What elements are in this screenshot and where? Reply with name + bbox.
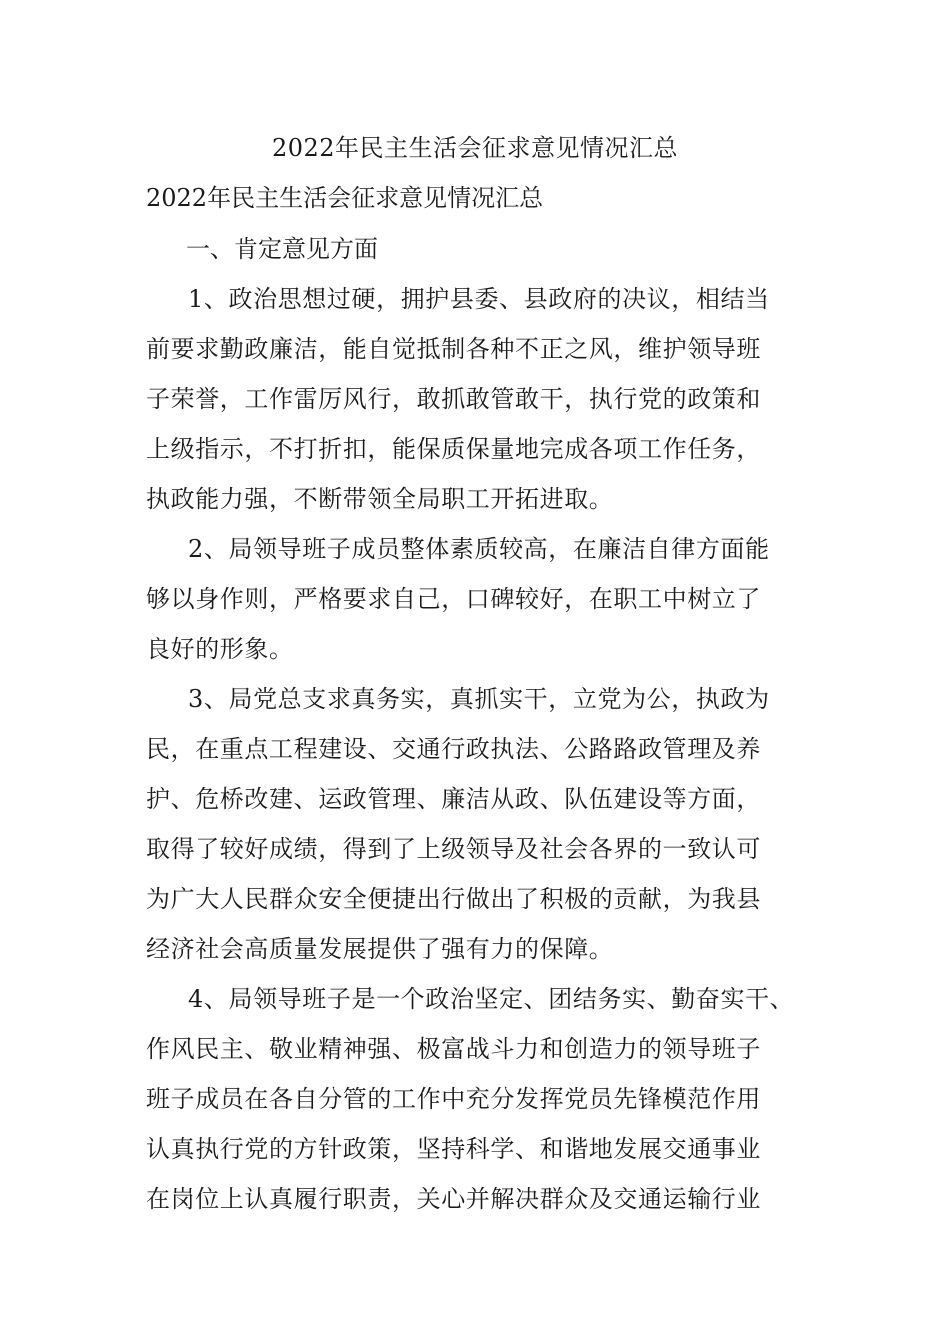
paragraph-line: 作风民主、敬业精神强、极富战斗力和创造力的领导班子 — [146, 1035, 761, 1063]
paragraph-line: 护、危桥改建、运政管理、廉洁从政、队伍建设等方面， — [146, 785, 761, 813]
paragraph-1 — [146, 274, 816, 524]
paragraph-line: 为广大人民群众安全便捷出行做出了积极的贡献，为我县 — [146, 885, 761, 913]
paragraph-3 — [146, 674, 816, 974]
paragraph-line: 4、局领导班子是一个政治坚定、团结务实、勤奋实干、 — [188, 985, 795, 1013]
paragraph-line: 取得了较好成绩，得到了上级领导及社会各界的一致认可 — [146, 835, 761, 863]
paragraph-line: 前要求勤政廉洁，能自觉抵制各种不正之风，维护领导班 — [146, 335, 761, 363]
section-heading: 一、肯定意见方面 — [186, 235, 378, 263]
paragraph-line: 执政能力强，不断带领全局职工开拓进取。 — [146, 485, 614, 513]
paragraph-line: 子荣誉，工作雷厉风行，敢抓敢管敢干，执行党的政策和 — [146, 385, 761, 413]
paragraph-line: 认真执行党的方针政策，坚持科学、和谐地发展交通事业 — [146, 1135, 761, 1163]
paragraph-4 — [146, 974, 816, 1224]
paragraph-line: 民，在重点工程建设、交通行政执法、公路路政管理及养 — [146, 735, 761, 763]
paragraph-line: 在岗位上认真履行职责，关心并解决群众及交通运输行业 — [146, 1185, 761, 1213]
paragraph-line: 够以身作则，严格要求自己，口碑较好，在职工中树立了 — [146, 585, 761, 613]
paragraph-line: 良好的形象。 — [146, 635, 294, 663]
document-subtitle: 2022年民主生活会征求意见情况汇总 — [146, 184, 544, 212]
paragraph-line: 班子成员在各自分管的工作中充分发挥党员先锋模范作用 — [146, 1085, 761, 1113]
paragraph-line: 上级指示，不打折扣，能保质保量地完成各项工作任务， — [146, 435, 761, 463]
document-title: 2022年民主生活会征求意见情况汇总 — [271, 134, 679, 162]
paragraph-line: 2、局领导班子成员整体素质较高，在廉洁自律方面能 — [188, 535, 770, 563]
paragraph-line: 经济社会高质量发展提供了强有力的保障。 — [146, 935, 614, 963]
paragraph-line: 3、局党总支求真务实，真抓实干，立党为公，执政为 — [188, 685, 770, 713]
paragraph-2 — [146, 524, 816, 674]
paragraph-line: 1、政治思想过硬，拥护县委、县政府的决议，相结当 — [188, 285, 770, 313]
